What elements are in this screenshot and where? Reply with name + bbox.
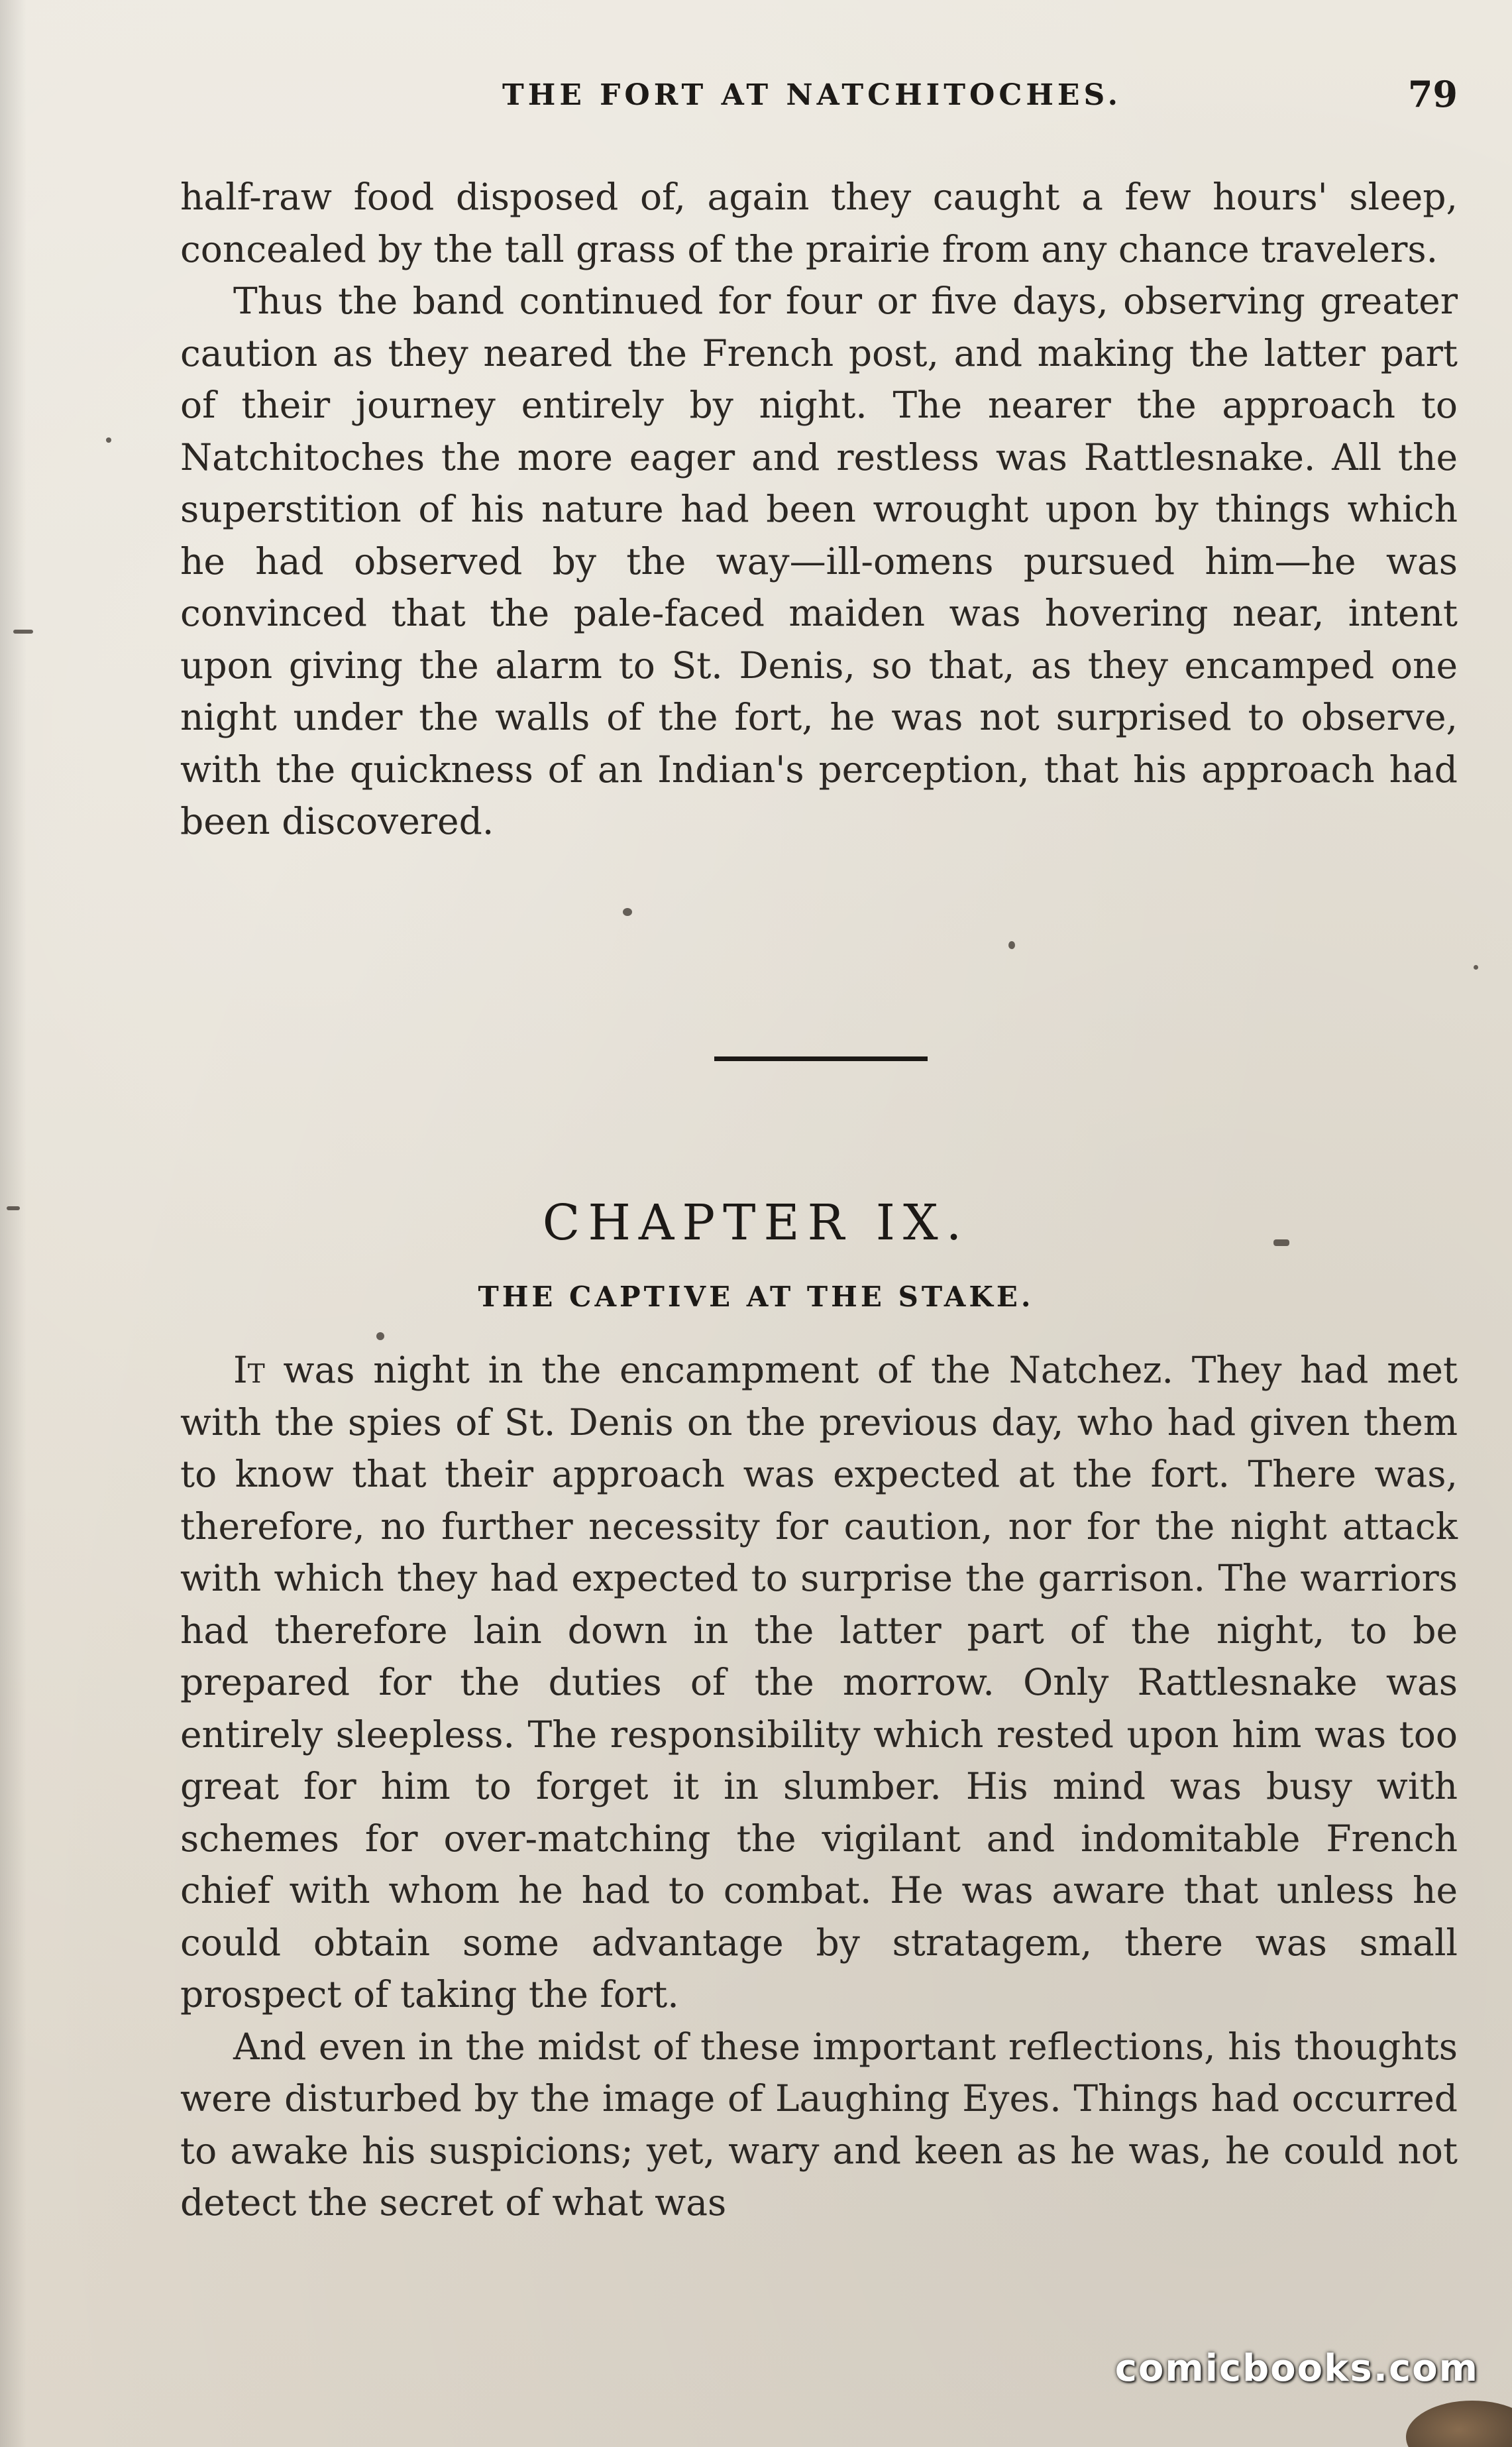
print-speck — [106, 437, 111, 443]
paragraph: Thus the band continued for four or five days, observing greater caution as they neared the French post, and making the latter part of their journey entirely by night. The nearer the approach to Natchitoches the more eager and restless was Rattlesnake. All the superstition of his nature had been wrought upon by things which he had observed by the way—ill-omens pursued him—he was convinced that the pale-faced maiden was hovering near, intent upon giving the alarm to St. Denis, so that, as they encamped one night under the walls of the fort, he was not surprised to observe, with the quickness of an Indian's perception, that his approach had been discovered. — [180, 280, 1458, 842]
chapter-text — [180, 1344, 1458, 2229]
chapter-subtitle: THE CAPTIVE AT THE STAKE. — [478, 1280, 1034, 1313]
drop-word: It — [233, 1349, 265, 1391]
paragraph-text: was night in the encampment of the Natchez. They had met with the spies of St. Denis on the previous day, who had given them to know that their approach was expected at the fort. There was, therefore, no further necessity for caution, nor for the night attack with which they had expected to surprise the garrison. The warriors had therefore lain down in the latter part of the night, to be prepared for the duties of the morrow. Only Rattlesnake was entirely sleepless. The responsibility which rested upon him was too great for him to forget it in slumber. His mind was busy with schemes for over-matching the vigilant and indomitable French chief with whom he had to combat. He was aware that unless he could obtain some advantage by stratagem, there was small prospect of taking the fort. — [180, 1349, 1458, 2016]
print-speck — [1474, 965, 1478, 970]
running-head — [0, 73, 1512, 131]
print-speck — [13, 630, 33, 634]
print-speck — [376, 1332, 384, 1340]
print-speck — [1273, 1239, 1289, 1246]
running-title: THE FORT AT NATCHITOCHES. — [502, 78, 1122, 112]
section-divider — [714, 1056, 928, 1061]
paragraph: half-raw food disposed of, again they caught a few hours' sleep, concealed by the tall grass of the prairie from any chance travelers. — [180, 176, 1458, 270]
print-speck — [1008, 941, 1015, 949]
paragraph: And even in the midst of these important reflections, his thoughts were disturbed by the image of Laughing Eyes. Things had occurred to awake his suspicions; yet, wary and keen as he was, he could not detect the secret of what was — [180, 2025, 1458, 2224]
page-corner-shadow — [1406, 2401, 1512, 2447]
page-number: 79 — [1407, 73, 1458, 115]
print-speck — [623, 908, 632, 916]
continuation-text — [180, 171, 1458, 848]
print-speck — [7, 1206, 20, 1210]
chapter-title: CHAPTER IX. — [542, 1194, 970, 1251]
watermark: comicbooks.com — [1114, 2347, 1479, 2390]
paragraph — [180, 1344, 1458, 2021]
